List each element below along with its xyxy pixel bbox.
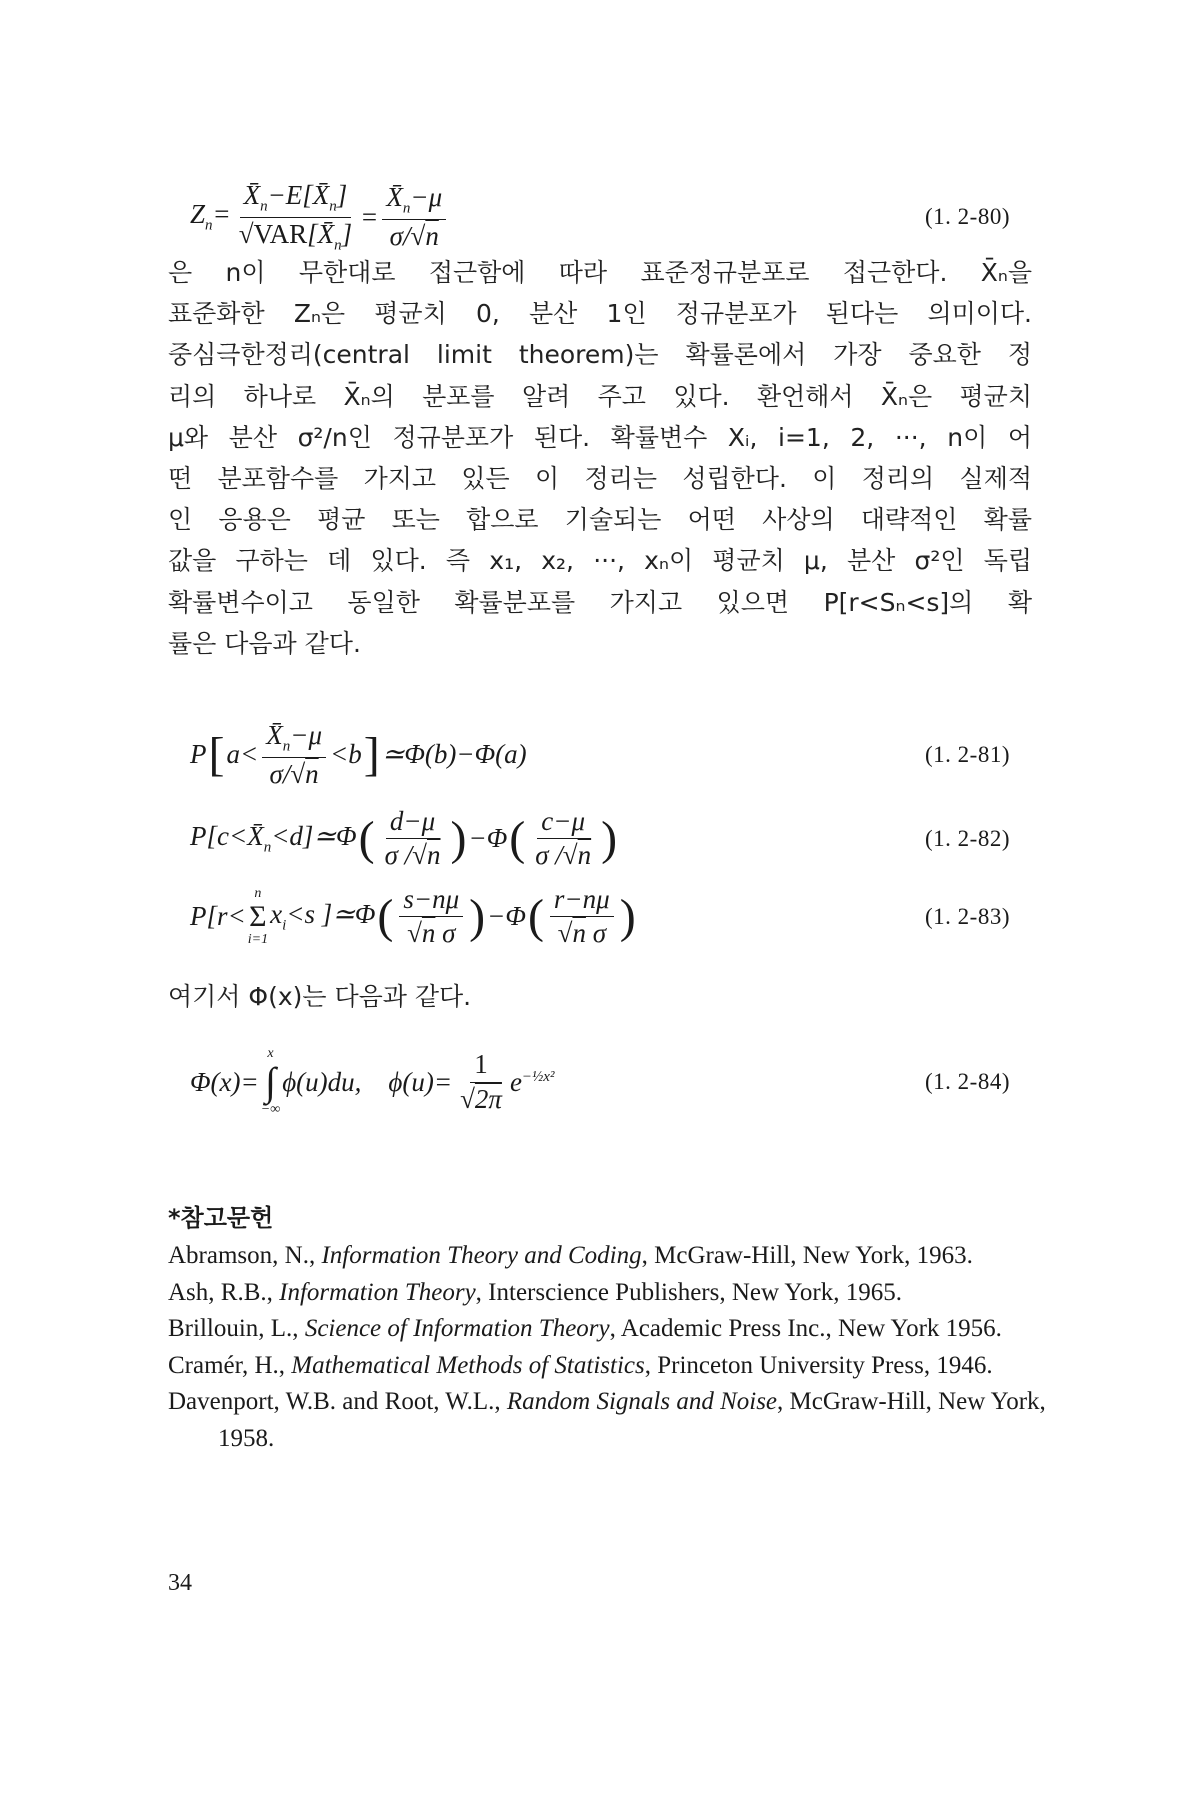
reference-item: Davenport, W.B. and Root, W.L., Random Signals and Noise, McGraw-Hill, New York, 1958. <box>168 1388 1046 1452</box>
equation-body: $Z_n=$ $\frac{X̄_n-E[X̄_n]}{√VAR[X̄_n]}$ = $\frac{X̄_n-\mu}{\sigma/√n}$ <box>190 180 450 254</box>
body-paragraph <box>168 976 1032 1017</box>
references-heading: *참고문헌 <box>168 1204 274 1232</box>
equation-body: P[r< n Σ i=1 $x_i<s$ ]≃Φ ( $\frac{s-n\mu}{\text{√n σ}}$ ) −Φ ( $\frac{r-n\mu}{\text{√n σ}}$ ) <box>190 884 636 949</box>
equation-1-2-84 <box>190 1046 1010 1118</box>
equation-number: (1. 2-80) <box>925 204 1010 230</box>
paragraph-line: 여기서 Φ(x)는 다음과 같다. <box>168 982 472 1011</box>
paragraph-line: 은 n이 무한대로 접근함에 따라 표준정규분포로 접근한다. X̄ₙ을 <box>168 258 1032 287</box>
reference-item: Cramér, H., Mathematical Methods of Statistics, Princeton University Press, 1946. <box>168 1351 993 1379</box>
reference-item: Abramson, N., Information Theory and Coding, McGraw-Hill, New York, 1963. <box>168 1242 973 1269</box>
equation-body: $P[c<X̄_n<d]≃\Phi$ ( $\frac{d-\mu}{\sigma /√n}$ ) −Φ ( $\frac{c-\mu}{\sigma /√n}$ ) <box>190 806 618 871</box>
paragraph-line: 값을 구하는 데 있다. 즉 x₁, x₂, ···, xₙ이 평균치 μ, 분산 σ²인 독립 <box>168 546 1032 576</box>
paragraph-line: 중심극한정리(central limit theorem)는 확률론에서 가장 중요한 정 <box>168 340 1032 370</box>
equation-number: (1. 2-81) <box>925 741 1010 767</box>
paragraph-line: 떤 분포함수를 가지고 있든 이 정리는 성립한다. 이 정리의 실제적 <box>168 464 1032 494</box>
reference-list <box>168 1238 1048 1457</box>
paragraph-line: 리의 하나로 X̄ₙ의 분포를 알려 주고 있다. 환언해서 X̄ₙ은 평균치 <box>168 381 1032 411</box>
paragraph-line: 인 응용은 평균 또는 합으로 기술되는 어떤 사상의 대략적인 확률 <box>168 505 1032 535</box>
equation-number: (1. 2-83) <box>925 903 1010 929</box>
equation-body: Φ(x)= x ∫ −∞ ϕ(u)du, ϕ(u)= $\frac{1}{√2\pi}$ $e^{-\frac{1}{2}x^2}$ <box>190 1046 555 1117</box>
reference-item: Ash, R.B., Information Theory, Interscience Publishers, New York, 1965. <box>168 1278 903 1306</box>
equation-1-2-82 <box>190 806 1010 871</box>
paragraph-line: μ와 분산 σ²/n인 정규분포가 된다. 확률변수 Xᵢ, i=1, 2, ···, n이 어 <box>168 422 1032 452</box>
equation-1-2-80 <box>190 180 1010 254</box>
reference-item: Brillouin, L., Science of Information Theory, Academic Press Inc., New York 1956. <box>168 1315 1002 1342</box>
equation-body: P [ a< $\frac{X̄_n-\mu}{\sigma/√n}$ <b ] ≃Φ(b)−Φ(a) <box>190 720 527 789</box>
equation-1-2-81 <box>190 720 1010 790</box>
paragraph-line: 표준화한 Zₙ은 평균치 0, 분산 1인 정규분포가 된다는 의미이다. <box>168 299 1032 329</box>
equation-number: (1. 2-84) <box>925 1069 1010 1094</box>
equation-number: (1. 2-82) <box>925 825 1010 851</box>
paragraph-line: 확률변수이고 동일한 확률분포를 가지고 있으면 P[r<Sₙ<s]의 확 <box>168 587 1032 617</box>
paragraph-line: 률은 다음과 같다. <box>168 628 361 658</box>
body-paragraph <box>168 252 1032 664</box>
equation-1-2-83 <box>190 884 1010 949</box>
page-number: 34 <box>168 1570 192 1596</box>
